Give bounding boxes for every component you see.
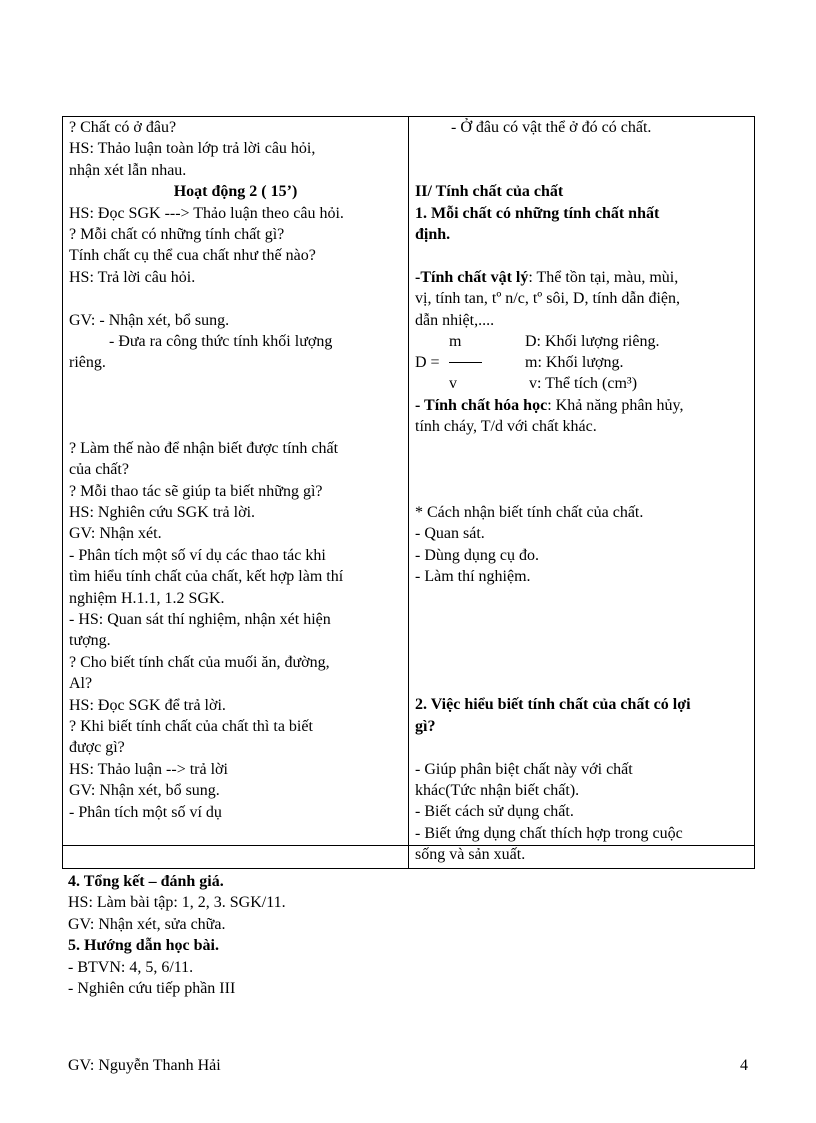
benefit-line: - Biết ứng dụng chất thích hợp trong cuộc (415, 824, 683, 842)
where-objects-line: - Ở đâu có vật thể ở đó có chất. (451, 119, 652, 136)
question-know: được gì? (69, 739, 125, 757)
subheading: 2. Việc hiểu biết tính chất của chất có lợi (415, 696, 691, 714)
empty-row (63, 845, 754, 868)
definition-volume: v: Thể tích (cm³) (529, 374, 638, 392)
physical-properties-line: vị, tính tan, tº n/c, tº sôi, D, tính dẫn điện, (415, 290, 681, 308)
page-number: 4 (740, 1057, 748, 1074)
lesson-row (63, 117, 754, 864)
density-formula (415, 331, 748, 395)
question-salt: ? Cho biết tính chất của muối ăn, đường, (69, 653, 330, 671)
question-specific: Tính chất cụ thể cua chất như thế nào? (69, 247, 316, 265)
question-each-operation: ? Mỗi thao tác sẽ giúp ta biết những gì? (69, 482, 323, 500)
lesson-table (62, 116, 755, 869)
question-know: ? Khi biết tính chất của chất thì ta biết (69, 717, 313, 735)
activity-heading: Hoạt động 2 ( 15’) (173, 183, 298, 201)
method-item: - Làm thí nghiệm. (415, 568, 531, 586)
question-identify: của chất? (69, 461, 129, 479)
question-properties: ? Mỗi chất có những tính chất gì? (69, 225, 285, 243)
benefit-line: khác(Tức nhận biết chất). (415, 781, 580, 799)
chemical-properties-label: - Tính chất hóa học (415, 396, 548, 414)
method-item: - Dùng dụng cụ đo. (415, 546, 539, 564)
summary-heading: 4. Tổng kết – đánh giá. (68, 873, 224, 890)
content-cell (409, 117, 754, 864)
benefit-line: sống và sản xuất. (415, 846, 526, 864)
benefit-line: - Giúp phân biệt chất này với chất (415, 760, 633, 778)
benefit-line: - Biết cách sử dụng chất. (415, 803, 574, 821)
student-discussion-line: nhận xét lẫn nhau. (69, 161, 187, 179)
student-research: HS: Nghiên cứu SGK trả lời. (69, 504, 256, 522)
empty-cell (63, 846, 409, 868)
student-read-line: HS: Đọc SGK để trả lời. (69, 696, 226, 714)
page-footer (68, 1055, 748, 1076)
teacher-comment: GV: Nhận xét, bổ sung. (69, 782, 220, 800)
definition-density: D: Khối lượng riêng. (525, 332, 660, 350)
analysis-line: - Phân tích một số ví dụ các thao tác khi (69, 546, 326, 564)
student-read-line: HS: Đọc SGK ---> Thảo luận theo câu hỏi. (69, 204, 344, 222)
summary-line: - Nghiên cứu tiếp phần III (68, 979, 236, 997)
summary-line: GV: Nhận xét, sửa chữa. (68, 915, 226, 933)
student-discussion-line: HS: Thảo luận toàn lớp trả lời câu hỏi, (69, 140, 316, 158)
formula-denominator: v (449, 374, 457, 392)
teacher-comment: GV: - Nhận xét, bổ sung. (69, 311, 230, 329)
teacher-comment: GV: Nhận xét. (69, 525, 162, 543)
chemical-properties-text: : Khả năng phân hủy, (547, 396, 684, 414)
chemical-properties-line (415, 395, 748, 416)
observe-line: tượng. (69, 632, 111, 650)
method-item: - Quan sát. (415, 525, 485, 543)
formula-lhs: D = (415, 353, 440, 371)
subheading: 1. Mỗi chất có những tính chất nhất (415, 204, 660, 222)
section-heading: II/ Tính chất của chất (415, 183, 564, 201)
formula-numerator: m (449, 332, 462, 350)
chemical-properties-line: tính cháy, T/d với chất khác. (415, 418, 597, 436)
fraction-bar (449, 362, 482, 363)
summary-line: - BTVN: 4, 5, 6/11. (68, 958, 194, 976)
student-answer: HS: Trả lời câu hỏi. (69, 268, 196, 286)
teacher-formula-line: riêng. (69, 354, 106, 372)
teacher-student-activity-cell (63, 117, 409, 845)
subheading: định. (415, 225, 451, 243)
analysis-line: - Phân tích một số ví dụ (69, 803, 222, 821)
question-salt: Al? (69, 675, 93, 693)
observe-line: - HS: Quan sát thí nghiệm, nhận xét hiện (69, 610, 331, 628)
summary-heading: 5. Hướng dẫn học bài. (68, 937, 219, 955)
student-discussion-line: HS: Thảo luận --> trả lời (69, 760, 228, 778)
teacher-formula-line: - Đưa ra công thức tính khối lượng (109, 332, 333, 350)
definition-mass: m: Khối lượng. (525, 353, 624, 371)
subheading: gì? (415, 717, 436, 735)
summary-line: HS: Làm bài tập: 1, 2, 3. SGK/11. (68, 894, 286, 912)
teacher-name: GV: Nguyễn Thanh Hải (68, 1057, 221, 1074)
physical-properties-label: -Tính chất vật lý (415, 268, 529, 286)
physical-properties-line: dẫn nhiệt,.... (415, 311, 495, 329)
question-identify: ? Làm thế nào để nhận biết được tính chất (69, 439, 339, 457)
question-where: ? Chất có ở đâu? (69, 119, 177, 136)
analysis-line: tìm hiểu tính chất của chất, kết hợp làm thí (69, 568, 344, 586)
physical-properties-text: : Thể tồn tại, màu, mùi, (528, 268, 679, 286)
empty-cell (409, 846, 754, 868)
analysis-line: nghiệm H.1.1, 1.2 SGK. (69, 589, 225, 607)
summary-section (68, 871, 286, 999)
identify-title: * Cách nhận biết tính chất của chất. (415, 503, 644, 521)
physical-properties-line (415, 267, 748, 288)
